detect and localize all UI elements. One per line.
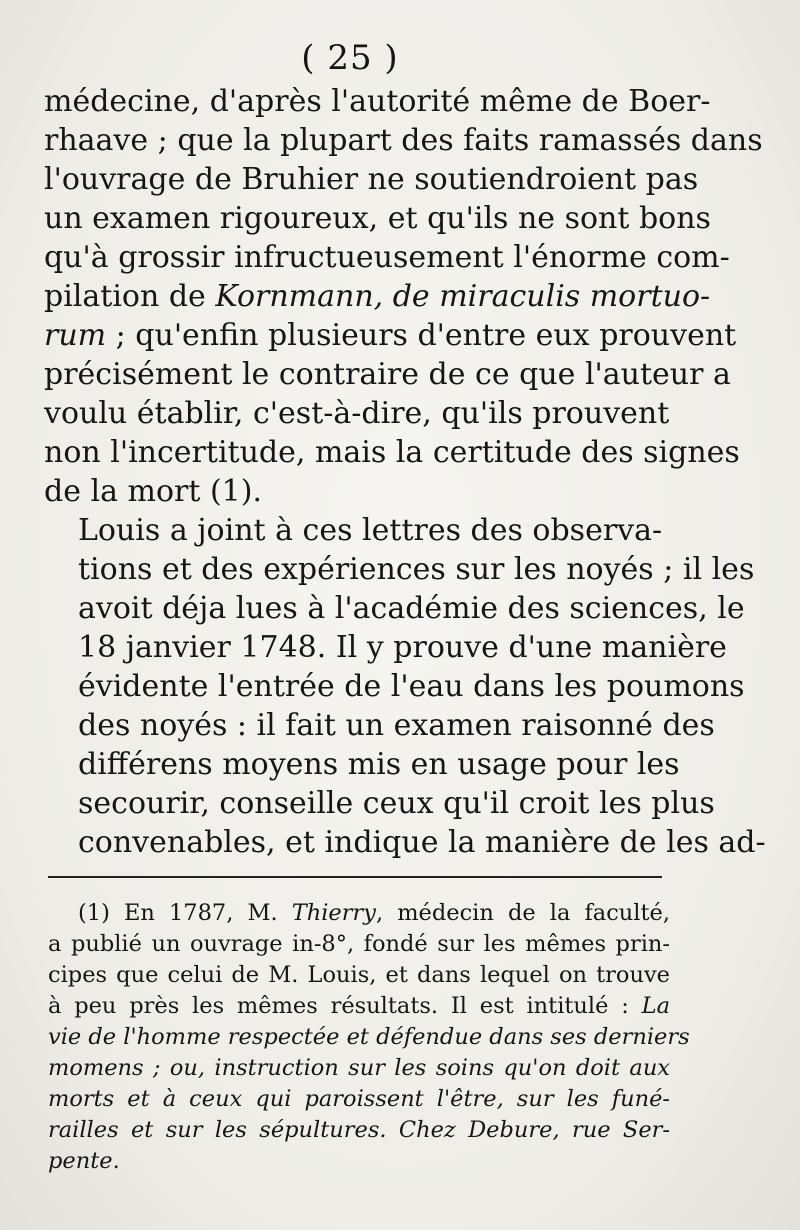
text-line: l'ouvrage de Bruhier ne soutiendroient pas [44, 162, 699, 197]
footnote-text: railles et sur les sépultures. [48, 1117, 399, 1143]
footnote-text: (1) En 1787, M. [78, 900, 292, 926]
footnote [48, 898, 690, 1177]
text-line: évidente l'entrée de l'eau dans les poumons [78, 669, 745, 704]
text-line: Louis a joint à ces lettres des observa- [78, 513, 663, 548]
footnote-text: , rue Ser- [552, 1117, 670, 1143]
text-line: non l'incertitude, mais la certitude des signes [44, 435, 740, 470]
footnote-publisher: Chez Debure [398, 1117, 553, 1143]
text-line: un examen rigoureux, et qu'ils ne sont bons [44, 201, 711, 236]
paragraph-2 [44, 511, 766, 862]
text-line: rhaave ; que la plupart des faits ramassés dans [44, 123, 763, 158]
footnote-line: morts et à ceux qui paroissent l'être, sur les funé- [48, 1086, 670, 1112]
paragraph-1 [44, 82, 763, 511]
text-line: 18 janvier 1748. Il y prouve d'une manière [78, 630, 727, 665]
footnote-author-name: Thierry [291, 900, 376, 926]
footnote-text: , médecin de la faculté, [375, 900, 670, 926]
main-text [44, 82, 766, 862]
footnote-line: vie de l'homme respectée et défendue dans ses derniers [48, 1024, 690, 1050]
footnote-text: à peu près les mêmes résultats. Il est intitulé : [48, 993, 642, 1019]
footnote-line: a publié un ouvrage in-8°, fondé sur les mêmes prin- [48, 931, 670, 957]
footnote-line [48, 1115, 670, 1146]
text-line: qu'à grossir infructueusement l'énorme com- [44, 240, 730, 275]
footnote-line [48, 991, 670, 1022]
text-line: tions et des expériences sur les noyés ; il les [78, 552, 755, 587]
text-line: secourir, conseille ceux qu'il croit les plus [78, 786, 715, 821]
page-number: ( 25 ) [301, 38, 399, 78]
footnote-line: cipes que celui de M. Louis, et dans lequel on trouve [48, 962, 670, 988]
text-line: rum ; qu'enfin plusieurs d'entre eux prouvent [44, 318, 737, 353]
text-line: voulu établir, c'est-à-dire, qu'ils prouvent [44, 396, 670, 431]
text-line: de la mort (1). [44, 474, 262, 509]
footnote-rule [48, 876, 662, 878]
text-line: des noyés : il fait un examen raisonné des [78, 708, 715, 743]
text-line: médecine, d'après l'autorité même de Boer- [44, 84, 711, 119]
text-line: précisément le contraire de ce que l'auteur a [44, 357, 731, 392]
footnote-line: momens ; ou, instruction sur les soins qu'on doit aux [48, 1055, 670, 1081]
footnote-line [48, 898, 670, 929]
text-line: avoit déja lues à l'académie des sciences, le [78, 591, 745, 626]
footnote-book-title: La [641, 993, 670, 1019]
text-line: différens moyens mis en usage pour les [78, 747, 680, 782]
footnote-line: pente. [48, 1148, 120, 1174]
text-line: pilation de Kornmann, de miraculis mortuo- [44, 279, 711, 314]
text-line: convenables, et indique la manière de les ad- [78, 825, 766, 860]
